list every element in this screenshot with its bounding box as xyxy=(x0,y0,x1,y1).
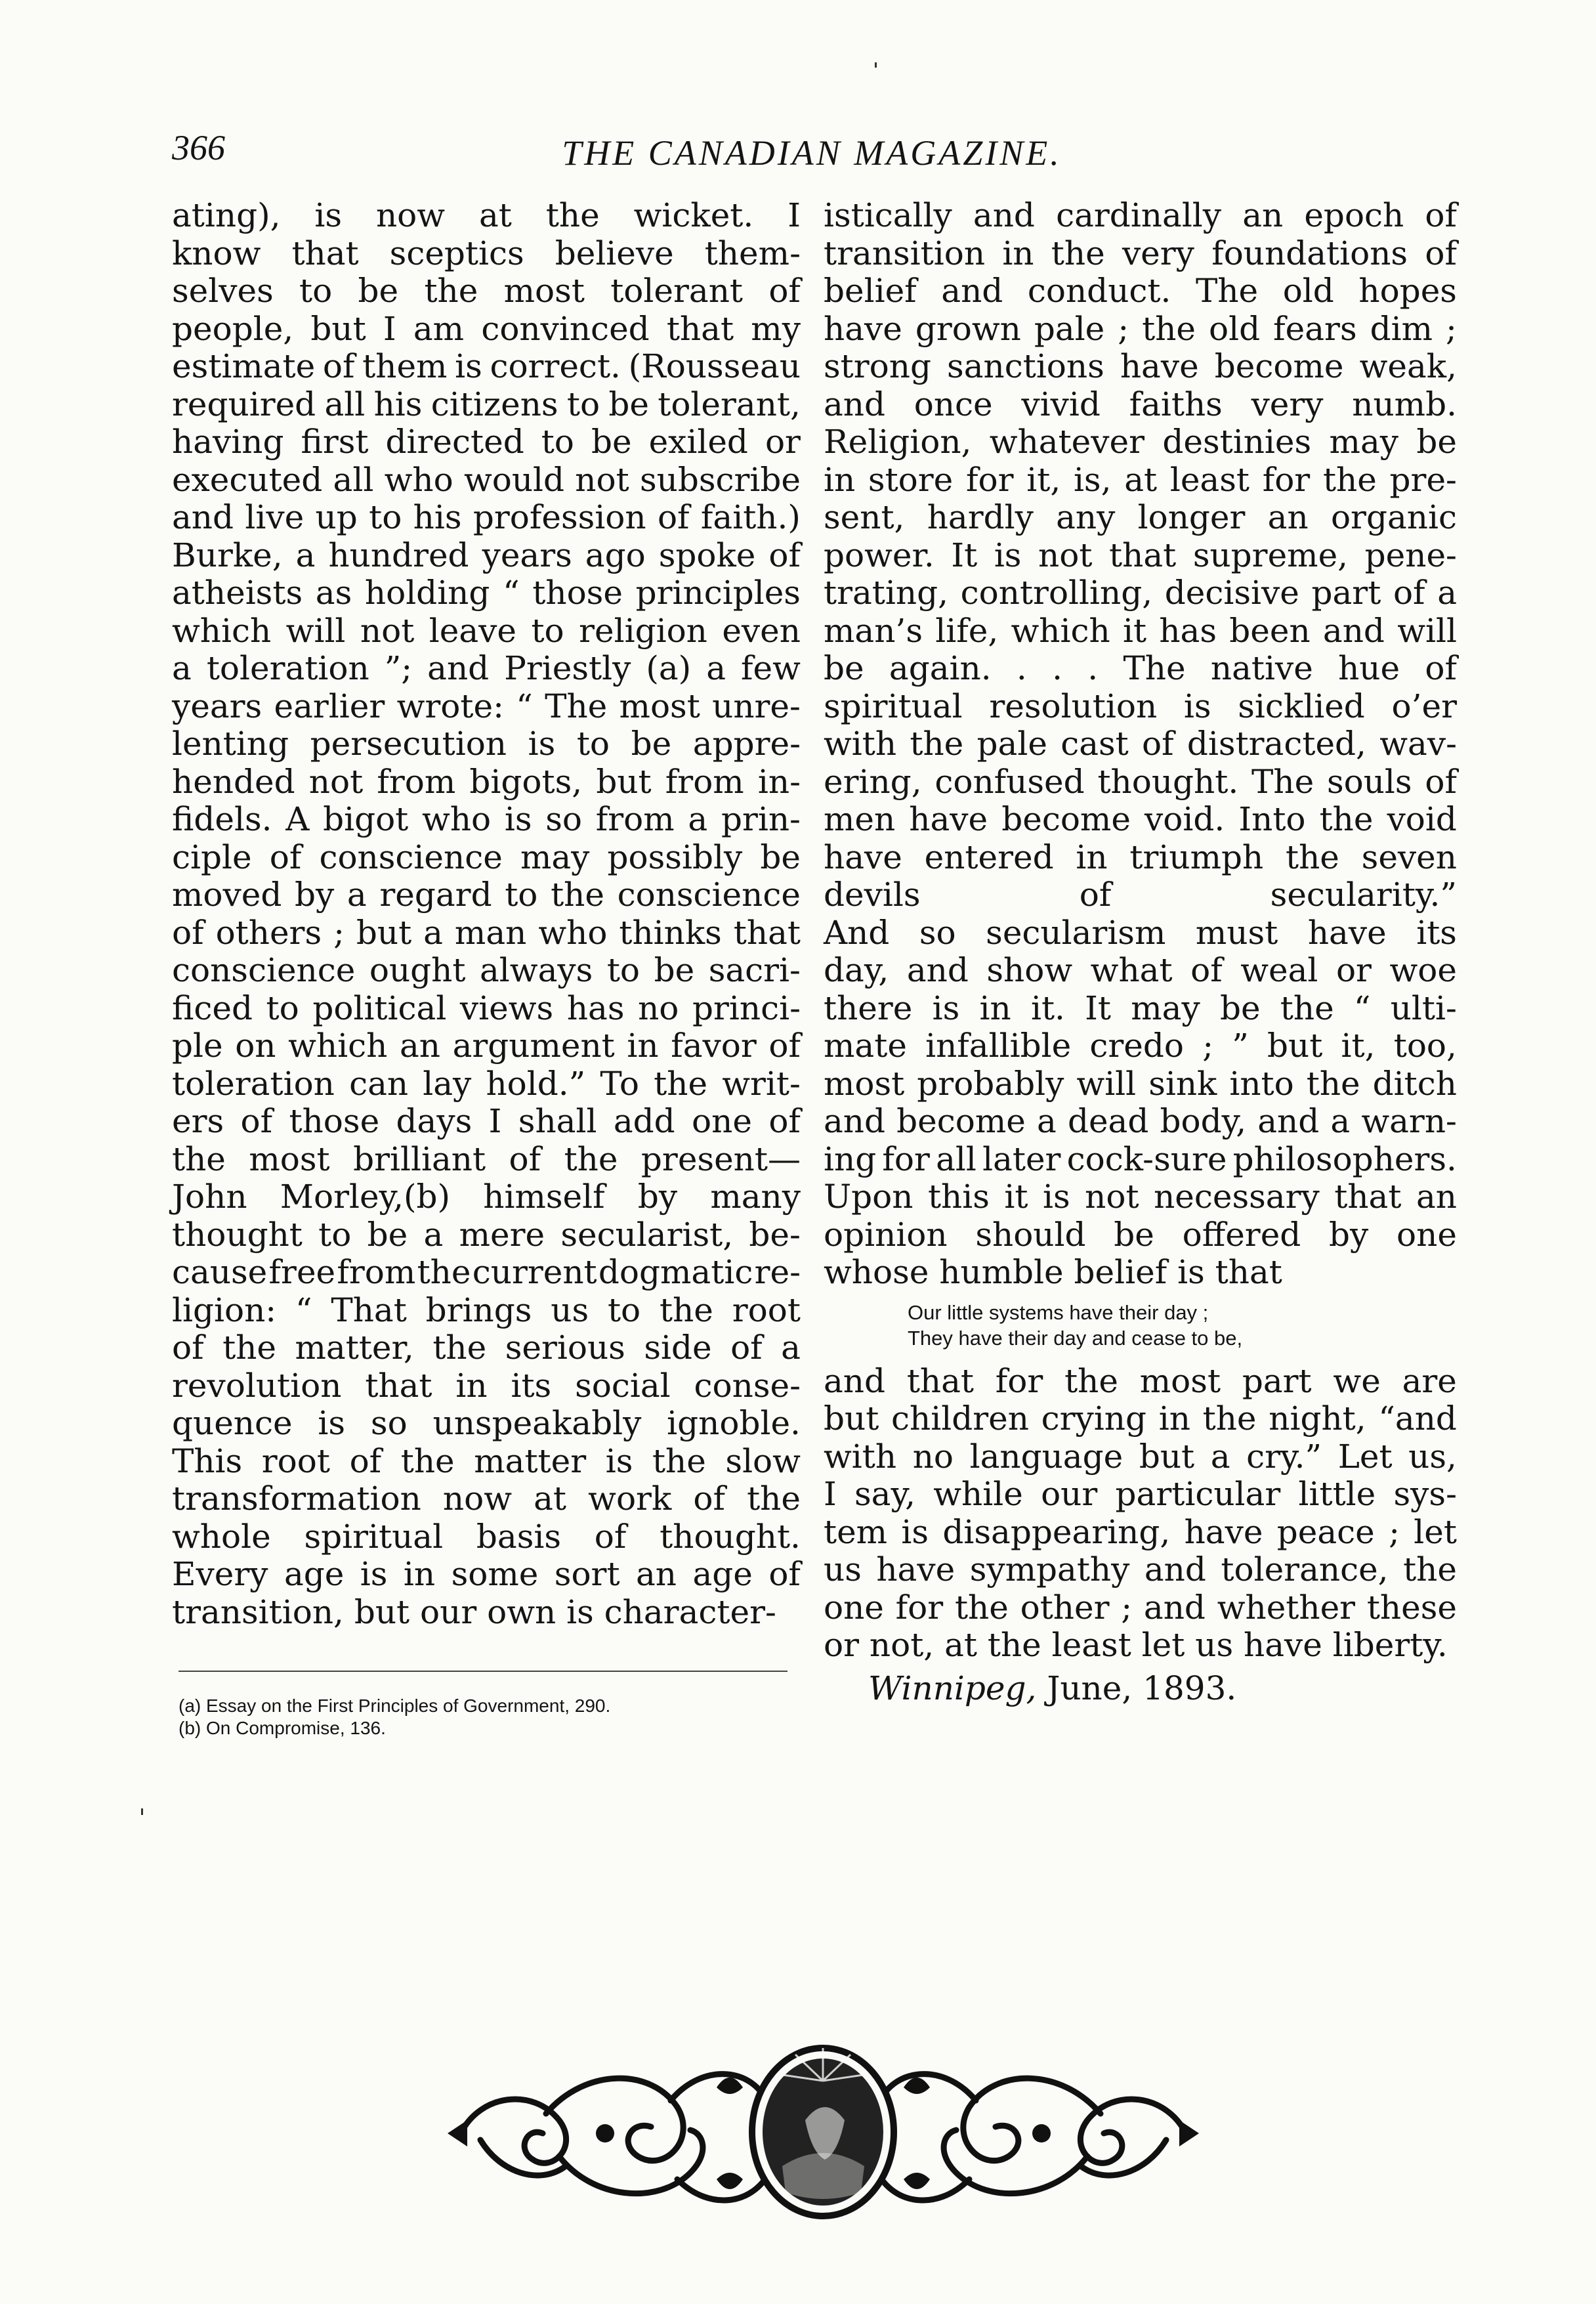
left-column-line: ating), is now at the wicket. I xyxy=(172,196,801,234)
left-column-line: the most brilliant of the present— xyxy=(172,1140,801,1178)
left-column-line: hended not from bigots, but from in- xyxy=(172,762,801,801)
left-column-line: ligion: “ That brings us to the root xyxy=(172,1291,801,1329)
page-number: 366 xyxy=(172,128,225,167)
right-column-line: belief and conduct. The old hopes xyxy=(824,272,1457,310)
left-column-line: selves to be the most tolerant of xyxy=(172,272,801,310)
left-column-line: John Morley,(b) himself by many xyxy=(172,1178,801,1216)
right-column-line: and become a dead body, and a warn- xyxy=(824,1102,1457,1140)
left-column-line: quence is so unspeakably ignoble. xyxy=(172,1404,801,1442)
left-column-line: conscience ought always to be sacri- xyxy=(172,951,801,989)
right-column-line: or not, at the least let us have liberty. xyxy=(824,1626,1448,1664)
left-column-line: thought to be a mere secularist, be- xyxy=(172,1215,801,1254)
left-column-line: executed all who would not subscribe xyxy=(172,460,801,499)
running-title: THE CANADIAN MAGAZINE. xyxy=(562,133,1062,173)
right-column-text-bottom xyxy=(824,1363,1457,1665)
footnote-rule xyxy=(178,1671,788,1672)
right-column-line: have grown pale ; the old fears dim ; xyxy=(824,309,1457,348)
right-column-line: whose humble belief is that xyxy=(824,1253,1282,1291)
verse-quote xyxy=(824,1300,1457,1351)
verse-line-2: They have their day and cease to be, xyxy=(908,1326,1243,1350)
right-column-line: devils of secularity.” xyxy=(824,876,1457,914)
left-column-line: estimate of them is correct. (Rousseau xyxy=(172,347,801,385)
right-column-line: transition in the very foundations of xyxy=(824,234,1457,272)
right-column-line: ing for all later cock-sure philosophers. xyxy=(824,1140,1457,1178)
left-column-line: lenting persecution is to be appre- xyxy=(172,725,801,763)
footnotes xyxy=(178,1695,795,1739)
left-column-line: of others ; but a man who thinks that xyxy=(172,913,801,952)
left-column-line: transformation now at work of the xyxy=(172,1480,801,1518)
right-column-line: be again. . . . The native hue of xyxy=(824,649,1457,687)
left-column-line: a toleration ”; and Priestly (a) a few xyxy=(172,649,801,687)
left-column-line: Every age is in some sort an age of xyxy=(172,1555,801,1593)
right-column-line: spiritual resolution is sicklied o’er xyxy=(824,687,1457,725)
tailpiece-ornament-icon xyxy=(441,2041,1206,2223)
right-column-line: opinion should be offered by one xyxy=(824,1215,1457,1254)
left-column-line: atheists as holding “ those principles xyxy=(172,574,801,612)
right-column-line: and that for the most part we are xyxy=(824,1361,1457,1400)
left-column-line: cause free from the current dogmatic re- xyxy=(172,1253,801,1291)
right-column-line: sent, hardly any longer an organic xyxy=(824,498,1457,536)
footnote: (a) Essay on the First Principles of Government, 290. xyxy=(178,1696,611,1716)
left-column-line: ers of those days I shall add one of xyxy=(172,1102,801,1140)
left-column-line: fidels. A bigot who is so from a prin- xyxy=(172,800,801,838)
left-column-line: years earlier wrote: “ The most unre- xyxy=(172,687,801,725)
left-column-line: whole spiritual basis of thought. xyxy=(172,1517,801,1556)
right-column-line: but children crying in the night, “and xyxy=(824,1399,1457,1438)
right-column-line: mate infallible credo ; ” but it, too, xyxy=(824,1027,1457,1065)
right-column-line: in store for it, is, at least for the pre- xyxy=(824,460,1457,499)
left-column-line: toleration can lay hold.” To the writ- xyxy=(172,1064,801,1103)
right-column-line: with the pale cast of distracted, wav- xyxy=(824,725,1457,763)
left-column-line: This root of the matter is the slow xyxy=(172,1441,801,1480)
left-column-line: of the matter, the serious side of a xyxy=(172,1329,801,1367)
right-column xyxy=(824,197,1457,1709)
right-column-line: tem is disappearing, have peace ; let xyxy=(824,1512,1457,1551)
right-column-line: I say, while our particular little sys- xyxy=(824,1475,1457,1513)
right-column-line: there is in it. It may be the “ ulti- xyxy=(824,989,1457,1027)
footnote: (b) On Compromise, 136. xyxy=(178,1718,386,1738)
stray-mark xyxy=(875,62,877,68)
signoff-date: June, 1893. xyxy=(1047,1669,1237,1707)
left-column-line: required all his citizens to be tolerant, xyxy=(172,385,801,423)
right-column-line: Upon this it is not necessary that an xyxy=(824,1178,1457,1216)
left-column-line: and live up to his profession of faith.) xyxy=(172,498,801,536)
left-column-line: which will not leave to religion even xyxy=(172,611,801,650)
left-column-line: moved by a regard to the conscience xyxy=(172,876,801,914)
left-column-line: ficed to political views has no princi- xyxy=(172,989,801,1027)
left-column-line: revolution that in its social conse- xyxy=(172,1366,801,1405)
right-column-text-top xyxy=(824,197,1457,1292)
verse-line-1: Our little systems have their day ; xyxy=(908,1300,1209,1324)
left-column-line: ple on which an argument in favor of xyxy=(172,1027,801,1065)
right-column-line: have entered in triumph the seven xyxy=(824,838,1457,876)
stray-mark xyxy=(141,1808,143,1815)
right-column-line: us have sympathy and tolerance, the xyxy=(824,1550,1457,1589)
right-column-line: power. It is not that supreme, pene- xyxy=(824,536,1457,574)
left-column-line: ciple of conscience may possibly be xyxy=(172,838,801,876)
left-column xyxy=(172,197,801,1631)
right-column-line: istically and cardinally an epoch of xyxy=(824,196,1457,234)
right-column-line: men have become void. Into the void xyxy=(824,800,1457,838)
signoff-place: Winnipeg, xyxy=(868,1669,1037,1707)
left-column-line: transition, but our own is character- xyxy=(172,1592,776,1631)
left-column-line: Burke, a hundred years ago spoke of xyxy=(172,536,801,574)
right-column-line: Religion, whatever destinies may be xyxy=(824,423,1457,461)
right-column-line: And so secularism must have its xyxy=(824,913,1457,952)
right-column-line: and once vivid faiths very numb. xyxy=(824,385,1457,423)
right-column-line: most probably will sink into the ditch xyxy=(824,1064,1457,1103)
left-column-line: people, but I am convinced that my xyxy=(172,309,801,348)
signoff xyxy=(824,1667,1457,1709)
right-column-line: strong sanctions have become weak, xyxy=(824,347,1457,385)
right-column-line: day, and show what of weal or woe xyxy=(824,951,1457,989)
right-column-line: ering, confused thought. The souls of xyxy=(824,762,1457,801)
right-column-line: with no language but a cry.” Let us, xyxy=(824,1437,1457,1476)
running-header xyxy=(172,123,1452,182)
right-column-line: trating, controlling, decisive part of a xyxy=(824,574,1457,612)
right-column-line: one for the other ; and whether these xyxy=(824,1588,1457,1627)
left-column-line: having first directed to be exiled or xyxy=(172,423,801,461)
left-column-line: know that sceptics believe them- xyxy=(172,234,801,272)
right-column-line: man’s life, which it has been and will xyxy=(824,611,1457,650)
